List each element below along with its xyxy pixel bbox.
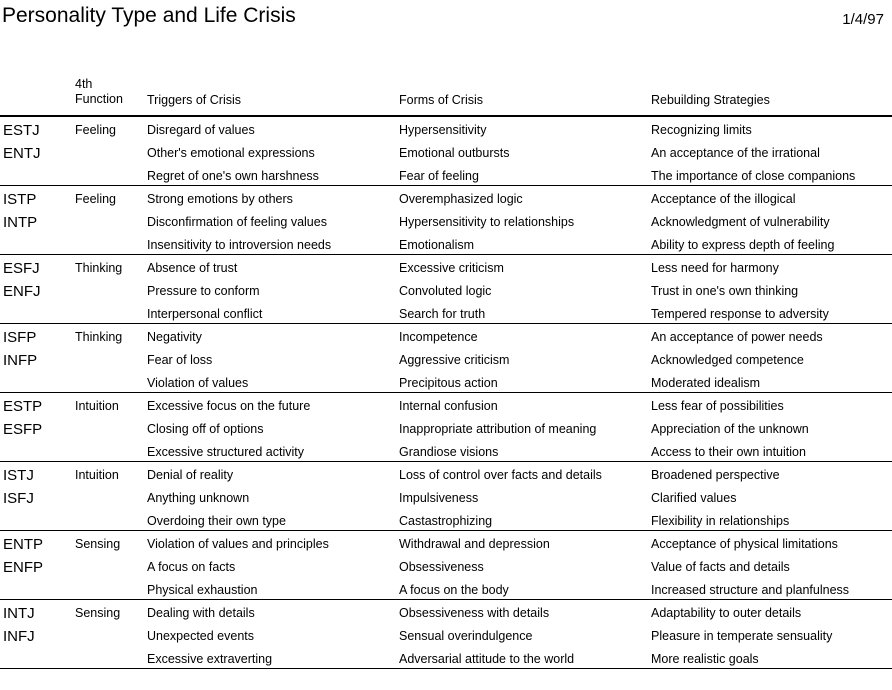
form-cell: Overemphasized logic [399, 192, 523, 206]
form-cell: Fear of feeling [399, 169, 479, 183]
rebuild-cell: Moderated idealism [651, 376, 761, 390]
form-cell: Impulsiveness [399, 491, 479, 505]
form-cell: Incompetence [399, 330, 478, 344]
rebuild-cell: Access to their own intuition [651, 445, 806, 459]
trigger-cell: Excessive focus on the future [147, 399, 311, 413]
rebuild-cell: More realistic goals [651, 652, 759, 666]
trigger-cell: A focus on facts [147, 560, 236, 574]
rebuild-cell: Flexibility in relationships [651, 514, 790, 528]
trigger-cell: Excessive extraverting [147, 652, 273, 666]
rebuild-cell: Acknowledged competence [651, 353, 804, 367]
form-cell: Adversarial attitude to the world [399, 652, 575, 666]
form-cell: Emotional outbursts [399, 146, 510, 160]
trigger-cell: Overdoing their own type [147, 514, 286, 528]
type-code: ESFP [3, 421, 43, 438]
rebuild-cell: Less need for harmony [651, 261, 779, 275]
rebuild-cell: An acceptance of the irrational [651, 146, 820, 160]
rebuild-cell: Adaptability to outer details [651, 606, 802, 620]
rebuild-cell: Less fear of possibilities [651, 399, 784, 413]
type-group [0, 117, 892, 186]
type-code: ENFP [3, 559, 44, 576]
type-code: ENFJ [3, 283, 41, 300]
type-group [0, 186, 892, 255]
rebuild-cell: Acceptance of the illogical [651, 192, 796, 206]
form-cell: Sensual overindulgence [399, 629, 533, 643]
rebuild-cell: Increased structure and planfulness [651, 583, 850, 597]
type-group [0, 462, 892, 531]
type-code: ISFJ [3, 490, 34, 507]
header-function [75, 77, 123, 107]
rebuild-cell: Acknowledgment of vulnerability [651, 215, 830, 229]
trigger-cell: Dealing with details [147, 606, 255, 620]
fourth-function: Thinking [75, 330, 123, 344]
trigger-cell: Disregard of values [147, 123, 255, 137]
type-code: ISTP [3, 191, 37, 208]
form-cell: Internal confusion [399, 399, 498, 413]
header-triggers: Triggers of Crisis [147, 93, 241, 107]
type-code: INFJ [3, 628, 35, 645]
fourth-function: Feeling [75, 123, 116, 137]
form-cell: A focus on the body [399, 583, 509, 597]
form-cell: Withdrawal and depression [399, 537, 550, 551]
type-group [0, 324, 892, 393]
trigger-cell: Closing off of options [147, 422, 264, 436]
trigger-cell: Other's emotional expressions [147, 146, 315, 160]
fourth-function: Sensing [75, 537, 121, 551]
page-title: Personality Type and Life Crisis [2, 4, 296, 27]
form-cell: Precipitous action [399, 376, 498, 390]
type-group [0, 531, 892, 600]
trigger-cell: Unexpected events [147, 629, 255, 643]
rebuild-cell: Tempered response to adversity [651, 307, 829, 321]
trigger-cell: Absence of trust [147, 261, 238, 275]
fourth-function: Sensing [75, 606, 121, 620]
header-forms: Forms of Crisis [399, 93, 484, 107]
form-cell: Emotionalism [399, 238, 475, 252]
form-cell: Excessive criticism [399, 261, 504, 275]
rebuild-cell: Appreciation of the unknown [651, 422, 809, 436]
date-label: 1/4/97 [842, 11, 884, 28]
type-code: INTP [3, 214, 38, 231]
rebuild-cell: Pleasure in temperate sensuality [651, 629, 833, 643]
form-cell: Castastrophizing [399, 514, 493, 528]
fourth-function: Intuition [75, 468, 119, 482]
rebuild-cell: Acceptance of physical limitations [651, 537, 838, 551]
form-cell: Grandiose visions [399, 445, 499, 459]
form-cell: Obsessiveness [399, 560, 484, 574]
rebuild-cell: Trust in one's own thinking [651, 284, 799, 298]
header-rebuilding: Rebuilding Strategies [651, 93, 770, 107]
header-function-line1: 4th [75, 77, 93, 91]
trigger-cell: Fear of loss [147, 353, 213, 367]
group-divider [0, 668, 892, 669]
rebuild-cell: An acceptance of power needs [651, 330, 823, 344]
form-cell: Obsessiveness with details [399, 606, 550, 620]
fourth-function: Thinking [75, 261, 123, 275]
type-code: ESTP [3, 398, 43, 415]
trigger-cell: Violation of values [147, 376, 249, 390]
type-code: ISFP [3, 329, 37, 346]
type-code: ESTJ [3, 122, 40, 139]
trigger-cell: Anything unknown [147, 491, 250, 505]
trigger-cell: Negativity [147, 330, 202, 344]
rebuild-cell: The importance of close companions [651, 169, 856, 183]
type-group [0, 600, 892, 669]
form-cell: Loss of control over facts and details [399, 468, 602, 482]
header-function-line2: Function [75, 92, 123, 106]
trigger-cell: Regret of one's own harshness [147, 169, 319, 183]
form-cell: Search for truth [399, 307, 486, 321]
trigger-cell: Disconfirmation of feeling values [147, 215, 327, 229]
trigger-cell: Strong emotions by others [147, 192, 293, 206]
rebuild-cell: Ability to express depth of feeling [651, 238, 835, 252]
form-cell: Convoluted logic [399, 284, 492, 298]
type-code: ENTJ [3, 145, 41, 162]
trigger-cell: Physical exhaustion [147, 583, 258, 597]
rebuild-cell: Broadened perspective [651, 468, 780, 482]
type-group [0, 255, 892, 324]
type-code: ESFJ [3, 260, 40, 277]
form-cell: Inappropriate attribution of meaning [399, 422, 597, 436]
rebuild-cell: Recognizing limits [651, 123, 752, 137]
form-cell: Hypersensitivity [399, 123, 487, 137]
rebuild-cell: Clarified values [651, 491, 737, 505]
rebuild-cell: Value of facts and details [651, 560, 790, 574]
type-code: ENTP [3, 536, 44, 553]
form-cell: Aggressive criticism [399, 353, 510, 367]
trigger-cell: Violation of values and principles [147, 537, 329, 551]
fourth-function: Feeling [75, 192, 116, 206]
trigger-cell: Pressure to conform [147, 284, 260, 298]
trigger-cell: Insensitivity to introversion needs [147, 238, 332, 252]
type-code: INTJ [3, 605, 35, 622]
trigger-cell: Interpersonal conflict [147, 307, 263, 321]
type-code: ISTJ [3, 467, 34, 484]
form-cell: Hypersensitivity to relationships [399, 215, 575, 229]
type-group [0, 393, 892, 462]
trigger-cell: Denial of reality [147, 468, 234, 482]
trigger-cell: Excessive structured activity [147, 445, 304, 459]
type-code: INFP [3, 352, 38, 369]
fourth-function: Intuition [75, 399, 119, 413]
